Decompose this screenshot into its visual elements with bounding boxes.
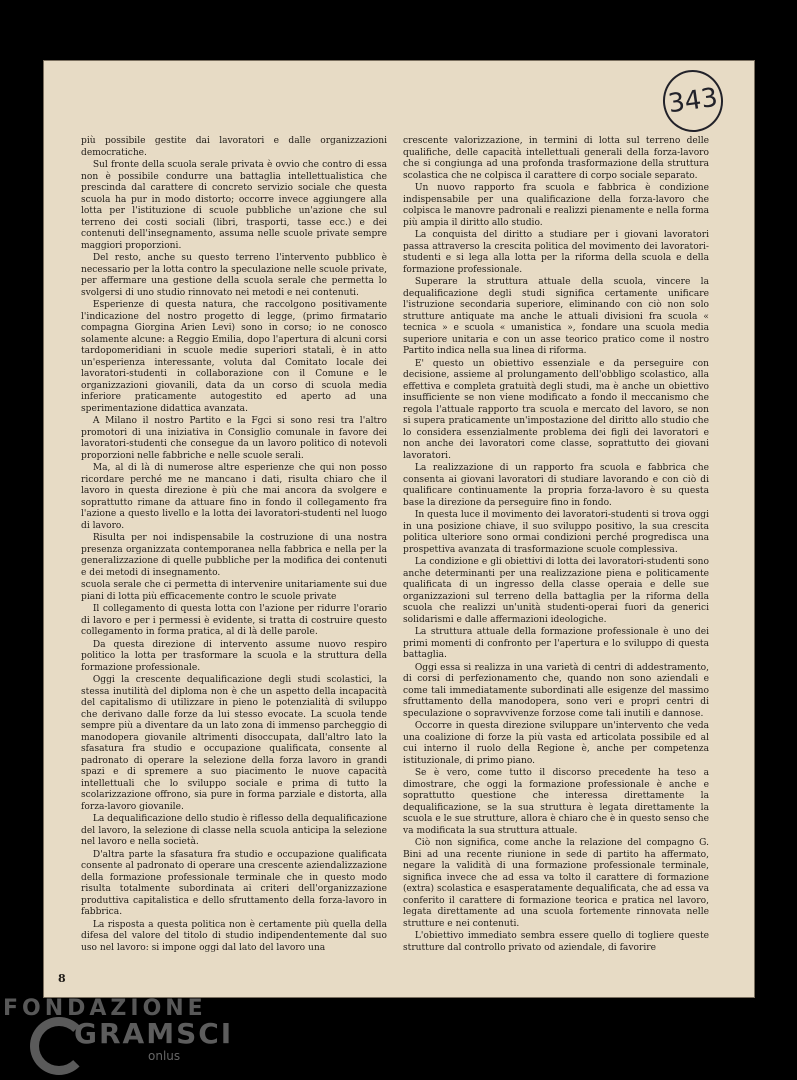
archive-stamp: 343: [659, 66, 727, 136]
paragraph: Occorre in questa direzione sviluppare un'intervento che veda una coalizione di forze la più vasta ed articolata possibile ed al cui interno il ruolo della Regione è, anche per competenza istituzionale, di primo piano.: [403, 721, 709, 766]
paragraph: Il collegamento di questa lotta con l'azione per ridurre l'orario di lavoro e per i permessi è evidente, si tratta di costruire questo collegamento in forma pratica, al di là delle parole.: [81, 604, 387, 637]
paragraph: La realizzazione di un rapporto fra scuola e fabbrica che consenta ai giovani lavoratori di studiare lavorando e con ciò di qualificare continuamente la propria forza-lavoro è su questa base la direzione da perseguire fino in fondo.: [403, 463, 709, 508]
paragraph: La risposta a questa politica non è certamente più quella della difesa del valore del titolo di studio indipendentemente dal suo uso nel lavoro: si impone oggi dal lato del lavoro una: [81, 919, 387, 953]
paragraph: L'obiettivo immediato sembra essere quello di togliere queste strutture dal controllo privato od aziendale, di favorire: [403, 931, 709, 953]
paragraph: Risulta per noi indispensabile la costruzione di una nostra presenza organizzata contemporanea nella fabbrica e nella per la generalizzazione di quelle pubbliche per la modifica dei contenuti e dei metodi di insegnamento.: [81, 533, 387, 578]
paragraph: più possibile gestite dai lavoratori e dalle organizzazioni democratiche.: [81, 136, 387, 158]
paragraph: In questa luce il movimento dei lavoratori-studenti si trova oggi in una posizione chiave, il suo sviluppo positivo, la sua crescita politica ulteriore sono ormai condizioni perché progredisca una prospettiva avanzata di trasformazione scuole complessiva.: [403, 510, 710, 555]
paragraph: Ciò non significa, come anche la relazione del compagno G. Bini ad una recente riunione in sede di partito ha affermato, negare la validità di una formazione professionale terminale, significa invece che ad essa va tolto il carattere di formazione (extra) scolastica e esasperatamente dequalificata, che ad essa va conferito il carattere di formazione teorica e pratica nel lavoro, legata direttamente ad una scuola fortemente rinnovata nelle strutture e nei contenuti.: [403, 838, 709, 929]
paragraph: A Milano il nostro Partito e la Fgci si sono resi tra l'altro promotori di una iniziativa in Consiglio comunale in favore dei lavoratori-studenti che consegue da un lavoro politico di notevoli proporzioni nelle fabbriche e nelle scuole serali.: [81, 416, 387, 461]
paragraph: Del resto, anche su questo terreno l'intervento pubblico è necessario per la lotta contro la speculazione nelle scuole private, per affermare una gestione della scuola serale che permetta lo svolgersi di uno studio rinnovato nei metodi e nei contenuti.: [81, 253, 387, 298]
right-column: [403, 136, 709, 974]
paragraph: Un nuovo rapporto fra scuola e fabbrica è condizione indispensabile per una qualificazione della forza-lavoro che colpisca le manovre padronali e realizzi pienamente e nella forma più ampia il diritto allo studio.: [403, 183, 709, 228]
paragraph: Oggi la crescente dequalificazione degli studi scolastici, la stessa inutilità del diploma non è che un aspetto della incapacità del capitalismo di utilizzare in pieno le potenzialità di sviluppo che derivano dalle forze da lui stesso evocate. La scuola tende sempre più a diventare da un lato zona di immenso parcheggio di manodopera giovanile altrimenti disoccupata, dall'altro lato la sfasatura fra studio e occupazione qualificata, consente al padronato di operare la selezione della forza lavoro in grandi spazi e di spremere a suo piacimento le nuove capacità intellettuali che lo sviluppo sociale e prima di tutto la scolarizzazione offrono, sia pure in forma parziale e distorta, alla forza-lavoro giovanile.: [81, 675, 387, 812]
paragraph: Esperienze di questa natura, che raccolgono positivamente l'indicazione del nostro progetto di legge, (primo firmatario compagna Giorgina Arien Levi) sono in corso; io ne conosco solamente alcune: a Reggio Emilia, dopo l'apertura di alcuni corsi tardopomeridiani in scuole medie superiori statali, è in atto un'esperienza interessante, voluta dal Comitato locale dei lavoratori-studenti in collaborazione con il Comune e le organizzazioni giovanili, data da un corso di scuola media inferiore praticamente autogestito ed aperto ad una sperimentazione didattica avanzata.: [81, 300, 387, 414]
watermark-line-1: FONDAZIONE: [3, 996, 207, 1021]
paragraph: crescente valorizzazione, in termini di lotta sul terreno delle qualifiche, delle capacità intellettuali generali della forza-lavoro che si congiunga ad una profonda trasformazione della struttura scolastica che ne colpisca il carattere di corpo sociale separato.: [403, 136, 709, 181]
paragraph: Sul fronte della scuola serale privata è ovvio che contro di essa non è possibile condurre una battaglia intellettualistica che prescinda dal carattere di concreto servizio sociale che questa scuola ha pur in modo distorto; occorre invece aggiungere alla lotta per l'istituzione di scuole pubbliche un'azione che sul terreno dei costi sociali (libri, trasporti, tasse ecc.) e dei contenuti dell'insegnamento, assuma nelle scuole private sempre maggiori proporzioni.: [81, 160, 387, 251]
paragraph: D'altra parte la sfasatura fra studio e occupazione qualificata consente al padronato di operare una crescente aziendalizzazione della formazione professionale terminale che in questo modo risulta totalmente subordinata ai criteri dell'organizzazione produttiva capitalistica e dello sfruttamento della forza-lavoro in fabbrica.: [81, 849, 387, 917]
paragraph: La dequalificazione dello studio è riflesso della dequalificazione del lavoro, la selezione di classe nella scuola anticipa la selezione nel lavoro e nella società.: [81, 814, 387, 847]
paragraph: scuola serale che ci permetta di intervenire unitariamente sui due piani di lotta più efficacemente contro le scuole private: [81, 580, 387, 602]
paragraph: Superare la struttura attuale della scuola, vincere la dequalificazione degli studi significa certamente unificare l'istruzione secondaria superiore, eliminando con ciò non solo strutture antiquate ma anche le attuali divisioni fra scuola « tecnica » e scuola « umanistica », fondare una scuola media superiore unitaria e con un asse teorico pratico come il nostro Partito indica nella sua linea di riforma.: [403, 277, 709, 356]
watermark-line-2: GRAMSCI: [74, 1017, 234, 1050]
paragraph: Oggi essa si realizza in una varietà di centri di addestramento, di corsi di perfezionamento che, quando non sono aziendali e come tali immediatamente subordinati alle esigenze del massimo sfruttamento della manodopera, sono veri e propri centri di speculazione o sopravvivenze forzose come tali inutili e dannose.: [403, 662, 709, 719]
paragraph: E' questo un obiettivo essenziale e da perseguire con decisione, assieme al prolungamento dell'obbligo scolastico, alla effettiva e completa gratuità degli studi, ma è anche un obiettivo insufficiente se non viene modificato a fondo il meccanismo che regola l'attuale rapporto tra scuola e mercato del lavoro, se non si supera praticamente un'impostazione del diritto allo studio che lo considera essenzialmente problema dei figli dei lavoratori e non anche dei lavoratori come classe, soprattutto dei giovani lavoratori.: [403, 358, 709, 461]
paragraph: Se è vero, come tutto il discorso precedente ha teso a dimostrare, che oggi la formazione professionale è anche e soprattutto questione che interessa direttamente la dequalificazione, se la sua struttura è legata direttamente la scuola e le sue strutture, allora è chiaro che è in questo senso che va modificata la sua struttura attuale.: [403, 768, 709, 836]
watermark-line-3: onlus: [148, 1049, 181, 1063]
paragraph: La condizione e gli obiettivi di lotta dei lavoratori-studenti sono anche determinanti per una realizzazione piena e politicamente qualificata di un ingresso della classe operaia e delle sue organizzazioni sul terreno della battaglia per la riforma della scuola che realizzi un'unità studenti-operai fuori da generici solidarismi e dalle affermazioni ideologiche.: [403, 557, 709, 625]
paragraph: Da questa direzione di intervento assume nuovo respiro politico la lotta per trasformare la scuola e la struttura della formazione professionale.: [81, 639, 387, 673]
paragraph: Ma, al di là di numerose altre esperienze che qui non posso ricordare perché me ne mancano i dati, risulta chiaro che il lavoro in questa direzione è più che mai ancora da svolgere e soprattutto rimane da attuare fino in fondo il collegamento fra l'azione a questo livello e la lotta dei lavoratori-studenti nel luogo di lavoro.: [81, 463, 387, 531]
left-column: [81, 136, 387, 974]
paragraph: La struttura attuale della formazione professionale è uno dei primi momenti di confronto per l'apertura e lo sviluppo di questa battaglia.: [403, 627, 709, 660]
watermark-logo: [0, 995, 260, 1080]
page-number: 8: [58, 972, 66, 985]
paragraph: La conquista del diritto a studiare per i giovani lavoratori passa attraverso la crescita politica del movimento dei lavoratori-studenti e si lega alla lotta per la riforma della scuola e della formazione professionale.: [403, 230, 709, 275]
